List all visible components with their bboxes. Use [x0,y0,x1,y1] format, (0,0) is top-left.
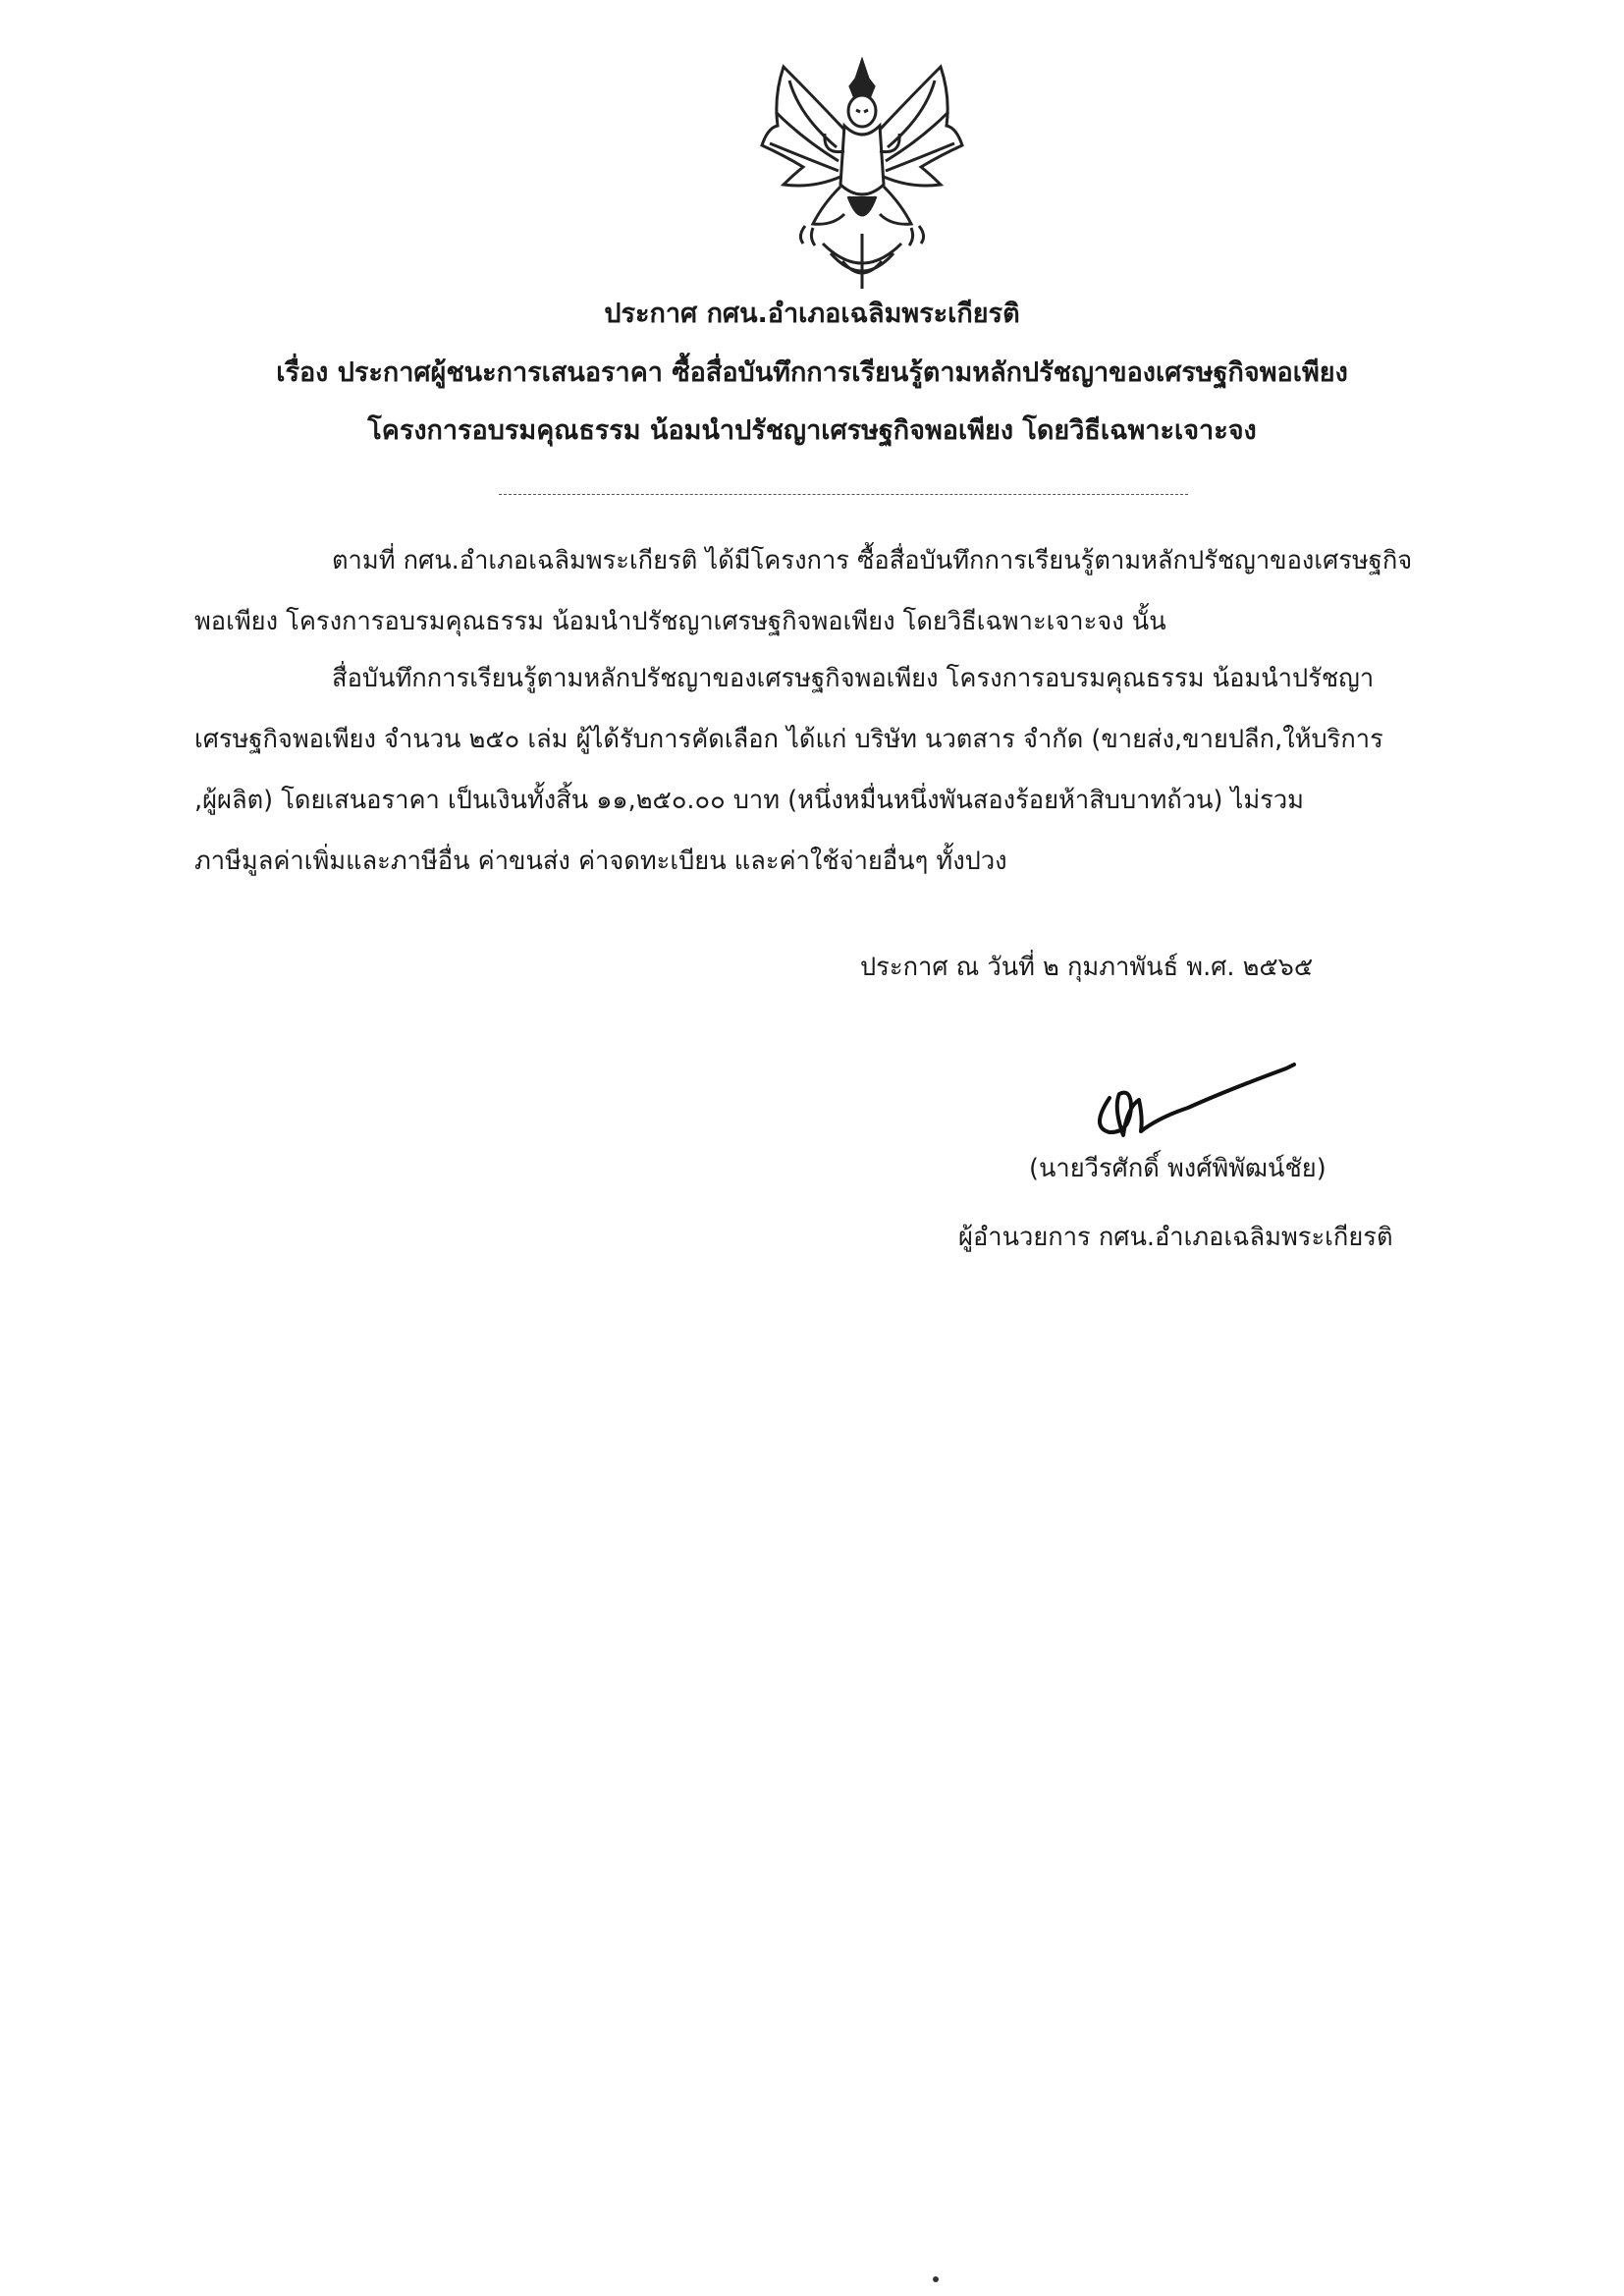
paragraph-line: ,ผู้ผลิต) โดยเสนอราคา เป็นเงินทั้งสิ้น ๑๑,๒๕๐.๐๐ บาท (หนึ่งหมื่นหนึ่งพันสองร้อยห้าสิบบาทถ้วน) ไม่รวม [194,786,1304,815]
handwritten-signature [1080,1039,1316,1147]
paragraph-line: ตามที่ กศน.อำเภอเฉลิมพระเกียรติ ได้มีโครงการ ซื้อสื่อบันทึกการเรียนรู้ตามหลักปรัชญาของเศรษฐกิจ [332,546,1413,575]
signer-title: ผู้อำนวยการ กศน.อำเภอเฉลิมพระเกียรติ [958,1223,1393,1252]
announcement-date: ประกาศ ณ วันที่ ๒ กุมภาพันธ์ พ.ศ. ๒๕๖๕ [860,953,1314,982]
paragraph-2 [194,648,1471,892]
garuda-emblem-icon [754,57,970,293]
signer-name: (นายวีรศักดิ์ พงศ์พิพัฒน์ชัย) [1029,1154,1326,1183]
paragraph-1 [194,530,1471,652]
paragraph-line: ภาษีมูลค่าเพิ่มและภาษีอื่น ค่าขนส่ง ค่าจดทะเบียน และค่าใช้จ่ายอื่นๆ ทั้งปวง [194,847,1007,876]
scan-mark [933,2276,939,2282]
heading-divider [499,494,1188,495]
paragraph-line: พอเพียง โครงการอบรมคุณธรรม น้อมนำปรัชญาเศรษฐกิจพอเพียง โดยวิธีเฉพาะเจาะจง นั้น [194,607,1166,636]
announcement-subject: เรื่อง ประกาศผู้ชนะการเสนอราคา ซื้อสื่อบันทึกการเรียนรู้ตามหลักปรัชญาของเศรษฐกิจพอเพียง [276,357,1348,388]
paragraph-line: สื่อบันทึกการเรียนรู้ตามหลักปรัชญาของเศรษฐกิจพอเพียง โครงการอบรมคุณธรรม น้อมนำปรัชญา [332,664,1375,693]
announcement-project: โครงการอบรมคุณธรรม น้อมนำปรัชญาเศรษฐกิจพอเพียง โดยวิธีเฉพาะเจาะจง [367,415,1257,446]
paragraph-line: เศรษฐกิจพอเพียง จำนวน ๒๕๐ เล่ม ผู้ได้รับการคัดเลือก ได้แก่ บริษัท นวตสาร จำกัด (ขายส่ง,ขายปลีก,ให้บริการ [194,725,1383,754]
announcement-heading: ประกาศ กศน.อำเภอเฉลิมพระเกียรติ [604,299,1020,329]
